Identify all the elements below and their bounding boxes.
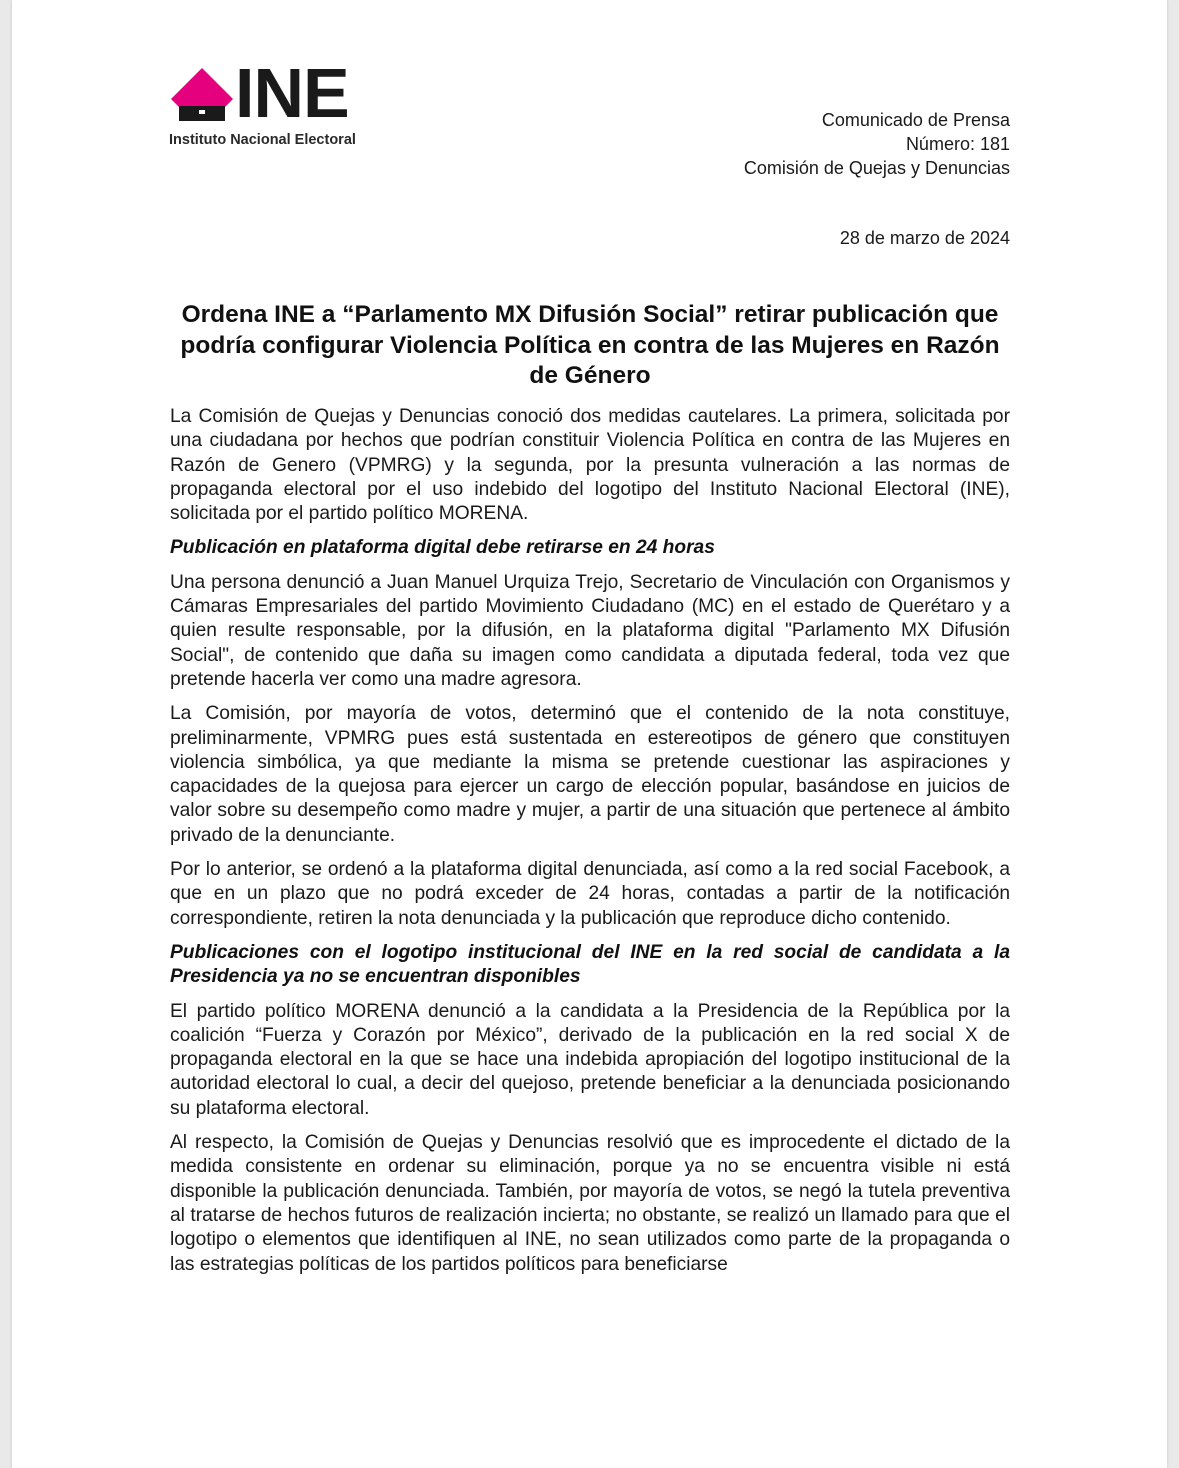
ballot-diamond-icon: [169, 66, 235, 128]
section-heading-2: Publicaciones con el logotipo institucional del INE en la red social de candidata a la Presidencia ya no se encuentran disponibles: [170, 941, 1010, 988]
press-release-header: [744, 108, 1010, 180]
paragraph-5: Al respecto, la Comisión de Quejas y Denuncias resolvió que es improcedente el dictado de la medida consistente en ordenar su eliminación, porque ya no se encuentra visible ni está disponible la publicación denunciada. También, por mayoría de votos, se negó la tutela preventiva al tratarse de hechos futuros de realización incierta; no obstante, se realizó un llamado para que el logotipo o elementos que identifiquen al INE, no sean utilizados como parte de la propaganda o las estrategias políticas de los partidos políticos para beneficiarse: [170, 1132, 1010, 1275]
intro-paragraph: La Comisión de Quejas y Denuncias conoció dos medidas cautelares. La primera, solicitada por una ciudadana por hechos que podrían constituir Violencia Política en contra de las Mujeres en Razón de Genero (VPMRG) y la segunda, por la presunta vulneración a las normas de propaganda electoral por el uso indebido del logotipo del Instituto Nacional Electoral (INE), solicitada por el partido político MORENA.: [170, 406, 1010, 525]
paragraph-2: La Comisión, por mayoría de votos, determinó que el contenido de la nota constituye, preliminarmente, VPMRG pues está sustentada en estereotipos de género que constituyen violencia simbólica, ya que mediante la misma se pretende cuestionar las aspiraciones y capacidades de la quejosa para ejercer un cargo de elección popular, basándose en juicios de valor sobre su desempeño como madre y mujer, a partir de una situación que pertenece al ámbito privado de la denunciante.: [170, 703, 1010, 846]
page-title: Ordena INE a “Parlamento MX Difusión Social” retirar publicación que podría configurar Violencia Política en contra de las Mujeres en Razón de Género: [180, 301, 1000, 389]
logo-wordmark: INE: [235, 54, 349, 132]
release-date: 28 de marzo de 2024: [839, 228, 1010, 248]
document-page: [12, 0, 1167, 1468]
logo-subtitle: Instituto Nacional Electoral: [169, 132, 356, 148]
ine-logo: [169, 54, 409, 156]
paragraph-1: Una persona denunció a Juan Manuel Urquiza Trejo, Secretario de Vinculación con Organismos y Cámaras Empresariales del partido Movimiento Ciudadano (MC) en el estado de Querétaro y a quien resulte responsable, por la difusión, en la plataforma digital "Parlamento MX Difusión Social", de contenido que daña su imagen como candidata a diputada federal, toda vez que pretende hacerla ver como una madre agresora.: [170, 571, 1010, 690]
paragraph-4: El partido político MORENA denunció a la candidata a la Presidencia de la República por la coalición “Fuerza y Corazón por México”, derivado de la publicación en la red social X de propaganda electoral en la que se hace una indebida apropiación del logotipo institucional de la autoridad electoral lo cual, a decir del quejoso, pretende beneficiar a la denunciada posicionando su plataforma electoral.: [170, 1000, 1010, 1119]
header-line-commission: Comisión de Quejas y Denuncias: [743, 158, 1010, 178]
paragraph-3: Por lo anterior, se ordenó a la plataforma digital denunciada, así como a la red social Facebook, a que en un plazo que no podrá exceder de 24 horas, contadas a partir de la notificación correspondiente, retiren la nota denunciada y la publicación que reproduce dicho contenido.: [170, 859, 1010, 929]
document-body: [170, 405, 1010, 1287]
header-line-number: Número: 181: [905, 134, 1010, 154]
header-line-type: Comunicado de Prensa: [821, 110, 1010, 130]
section-heading-1: Publicación en plataforma digital debe retirarse en 24 horas: [170, 537, 715, 559]
